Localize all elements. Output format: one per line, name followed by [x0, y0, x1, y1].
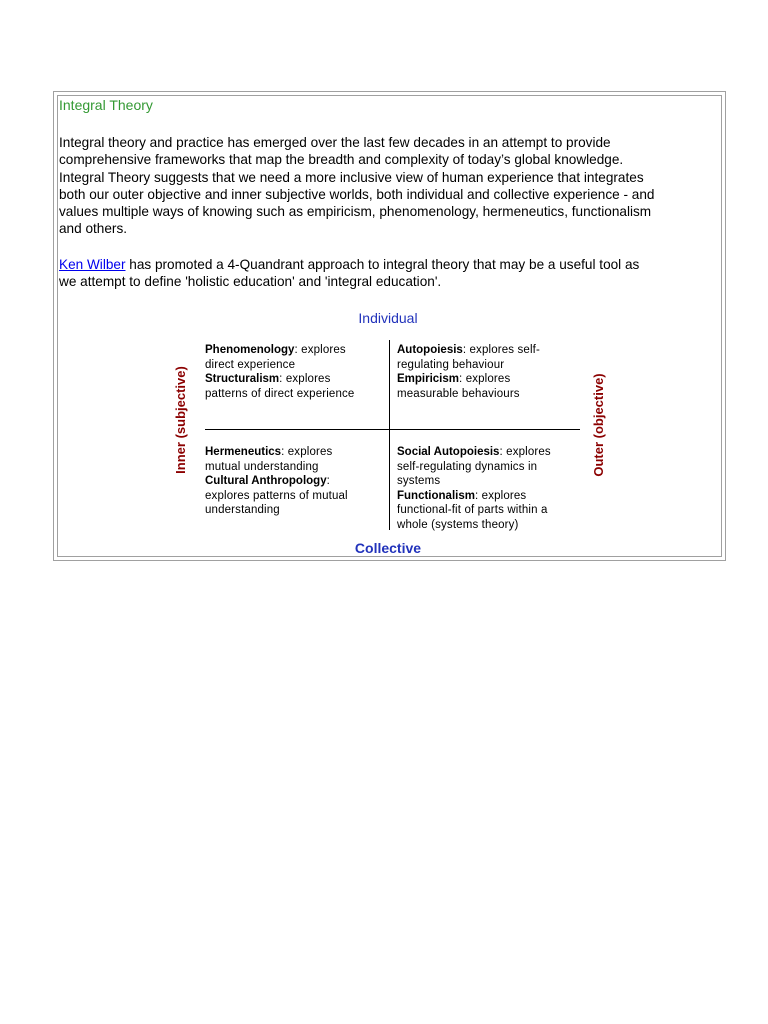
quadrant-horizontal-divider: [205, 429, 580, 430]
social-autopoiesis-desc: : explores: [499, 446, 551, 458]
social-autopoiesis-desc-cont: self-regulating dynamics in: [397, 460, 538, 473]
phenomenology-desc: : explores: [294, 344, 346, 356]
phenomenology-term: Phenomenology: [205, 344, 295, 356]
quadrant-bottom-right: [397, 445, 569, 533]
wilber-paragraph: [59, 256, 723, 291]
autopoiesis-desc-cont: regulating behaviour: [397, 358, 505, 371]
outer-objective-label: Outer (objective): [591, 373, 606, 477]
quadrant-vertical-divider: [389, 340, 390, 530]
functionalism-desc-end: whole (systems theory): [397, 518, 519, 531]
intro-line-2: comprehensive frameworks that map the breadth and complexity of today’s global knowledge.: [59, 152, 624, 168]
cultural-anthropology-term: Cultural Anthropology: [205, 475, 327, 488]
collective-label: Collective: [354, 540, 422, 556]
wilber-line-2: we attempt to define 'holistic education' and 'integral education'.: [59, 274, 442, 290]
wilber-line-1-text: has promoted a 4-Quandrant approach to integral theory that may be a useful tool as: [125, 257, 640, 272]
empiricism-desc-cont: measurable behaviours: [397, 387, 520, 400]
section-title: Integral Theory: [59, 97, 153, 113]
intro-line-3: Integral Theory suggests that we need a more inclusive view of human experience that integrates: [59, 169, 644, 185]
empiricism-desc: : explores: [459, 373, 511, 386]
inner-subjective-label: Inner (subjective): [173, 366, 188, 474]
intro-paragraph: [59, 134, 723, 238]
quadrant-top-left: [205, 343, 385, 401]
hermeneutics-term: Hermeneutics: [205, 446, 282, 458]
social-autopoiesis-term: Social Autopoiesis: [397, 446, 500, 458]
functionalism-desc: : explores: [474, 489, 527, 502]
empiricism-term: Empiricism: [397, 373, 459, 386]
cultural-anthropology-colon: :: [326, 475, 330, 488]
intro-line-6: and others.: [59, 221, 128, 237]
phenomenology-desc-cont: direct experience: [205, 358, 296, 371]
functionalism-desc-cont: functional-fit of parts within a: [397, 504, 548, 517]
intro-line-5: values multiple ways of knowing such as empiricism, phenomenology, hermeneutics, functionalism: [59, 204, 652, 220]
cultural-anthropology-desc: explores patterns of mutual: [205, 489, 348, 502]
cultural-anthropology-desc-cont: understanding: [205, 504, 280, 517]
wilber-line-1: [59, 256, 723, 273]
individual-label: Individual: [358, 310, 418, 326]
intro-line-4: both our outer objective and inner subjective worlds, both individual and collective experience - and: [59, 186, 655, 202]
ken-wilber-link[interactable]: Ken Wilber: [59, 257, 126, 272]
hermeneutics-desc: : explores: [281, 446, 333, 458]
autopoiesis-desc: : explores self-: [462, 344, 540, 356]
quadrant-top-right: [397, 343, 569, 401]
structuralism-desc-cont: patterns of direct experience: [205, 387, 355, 400]
hermeneutics-desc-cont: mutual understanding: [205, 460, 319, 473]
quadrant-bottom-left: [205, 445, 385, 518]
intro-line-1: Integral theory and practice has emerged over the last few decades in an attempt to provide: [59, 135, 611, 150]
social-autopoiesis-desc-end: systems: [397, 475, 441, 488]
structuralism-desc: : explores: [279, 373, 331, 386]
structuralism-term: Structuralism: [205, 373, 280, 386]
functionalism-term: Functionalism: [397, 489, 475, 502]
autopoiesis-term: Autopoiesis: [397, 344, 463, 356]
